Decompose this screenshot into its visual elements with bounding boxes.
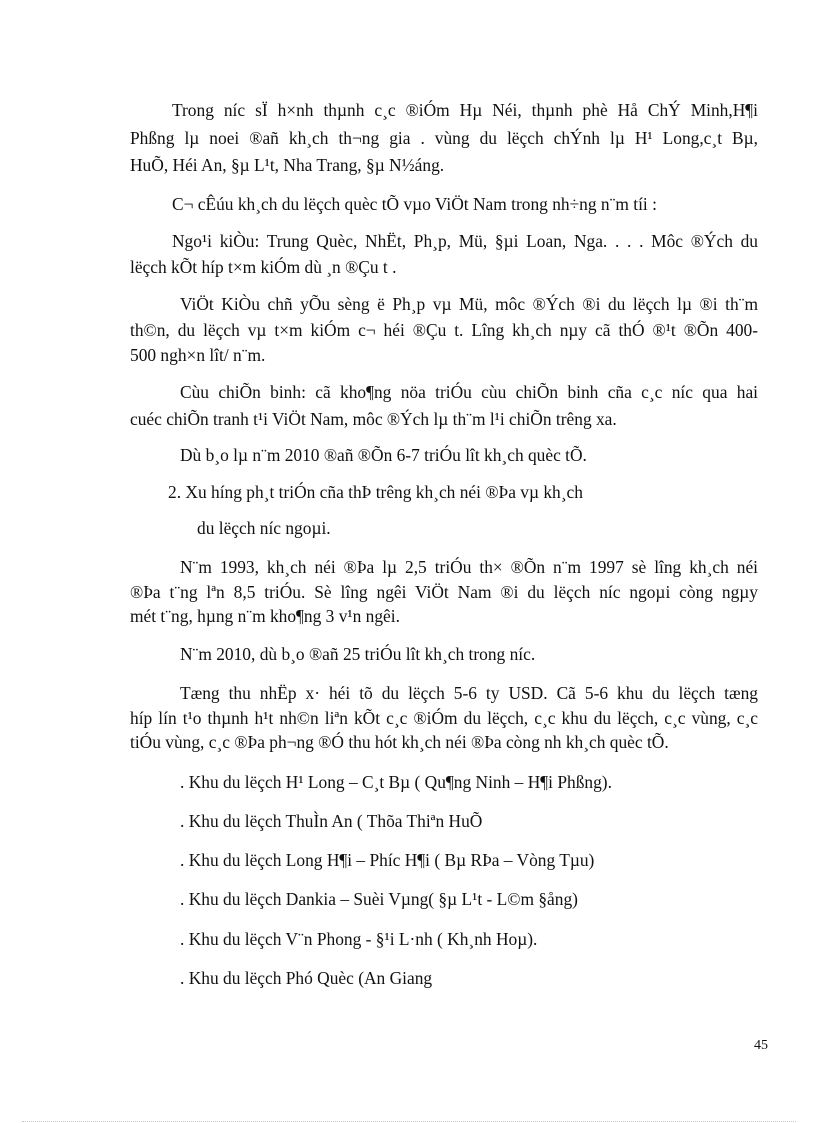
text-line: Dù b¸o lµ n¨m 2010 ®añ ®Õn 6-7 triÓu lît kh¸ch quèc tÕ. [180, 445, 587, 465]
text-line: tiÓu vùng, c¸c ®Þa ph¬ng ®Ó thu hót kh¸ch néi ®Þa còng nh kh¸ch quèc tÕ. [130, 732, 669, 752]
text-line: Ngo¹i kiÒu: Trung Quèc, NhËt, Ph¸p, Mü, §µi Loan, Nga. . . . Môc ®Ých du [172, 231, 758, 251]
list-item: . Khu du lëçch H¹ Long – C¸t Bµ ( Qu¶ng Ninh – H¶i Phßng). [180, 772, 612, 792]
section-heading: 2. Xu híng ph¸t triÓn cña thÞ trêng kh¸ch néi ®Þa vµ kh¸ch [168, 482, 583, 502]
text-line: N¨m 2010, dù b¸o ®añ 25 triÓu lît kh¸ch trong níc. [180, 644, 536, 664]
list-item: . Khu du lëçch V¨n Phong - §¹i L·nh ( Kh¸nh Hoµ). [180, 929, 538, 949]
text-line: Cùu chiÕn binh: cã kho¶ng nöa triÓu cùu chiÕn binh cña c¸c níc qua hai [180, 382, 758, 402]
text-line: ®Þa t¨ng lªn 8,5 triÓu. Sè lîng ngêi ViÖt Nam ®i du lëçch níc ngoµi còng ngµy [130, 582, 758, 602]
text-line: N¨m 1993, kh¸ch néi ®Þa lµ 2,5 triÓu th× ®Õn n¨m 1997 sè lîng kh¸ch néi [180, 557, 758, 577]
text-line: th©n, du lëçch vµ t×m kiÓm c¬ héi ®Çu t. Lîng kh¸ch nµy cã thÓ ®¹t ®Õn 400- [130, 320, 758, 340]
list-item: . Khu du lëçch Dankia – Suèi Vµng( §µ L¹t - L©m §ång) [180, 889, 578, 909]
text-line: mét t¨ng, hµng n¨m kho¶ng 3 v¹n ngêi. [130, 606, 400, 626]
text-line: cuéc chiÕn tranh t¹i ViÖt Nam, môc ®Ých lµ th¨m l¹i chiÕn trêng xa. [130, 409, 617, 429]
text-line: C¬ cÊúu kh¸ch du lëçch quèc tÕ vµo ViÖt Nam trong nh÷ng n¨m tíi : [172, 194, 657, 214]
footer-divider [22, 1121, 796, 1122]
list-item: . Khu du lëçch Phó Quèc (An Giang [180, 968, 433, 988]
text-line: lëçch kÕt híp t×m kiÓm dù ¸n ®Çu t . [130, 257, 397, 277]
text-line: Tæng thu nhËp x· héi tõ du lëçch 5-6 ty USD. Cã 5-6 khu du lëçch tæng [180, 683, 758, 703]
text-line: Trong níc sÏ h×nh thµnh c¸c ®iÓm Hµ Néi, thµnh phè Hå ChÝ Minh,H¶i [172, 100, 758, 120]
text-line: ViÖt KiÒu chñ yÕu sèng ë Ph¸p vµ Mü, môc ®Ých ®i du lëçch lµ ®i th¨m [180, 294, 758, 314]
list-item: . Khu du lëçch Long H¶i – Phíc H¶i ( Bµ RÞa – Vòng Tµu) [180, 850, 595, 870]
list-item: . Khu du lëçch ThuÌn An ( Thõa Thiªn HuÕ [180, 811, 483, 831]
text-line: HuÕ, Héi An, §µ L¹t, Nha Trang, §µ N½áng. [130, 155, 445, 175]
text-line: Phßng lµ noei ®añ kh¸ch th¬ng gia . vùng du lëçch chÝnh lµ H¹ Long,c¸t Bµ, [130, 128, 758, 148]
page-number: 45 [754, 1038, 768, 1053]
text-line: 500 ngh×n lît/ n¨m. [130, 345, 266, 365]
section-heading: du lëçch níc ngoµi. [197, 518, 331, 538]
text-line: híp lín t¹o thµnh h¹t nh©n liªn kÕt c¸c ®iÓm du lëçch, c¸c khu du lëçch, c¸c vùng, c¸c [130, 708, 758, 728]
